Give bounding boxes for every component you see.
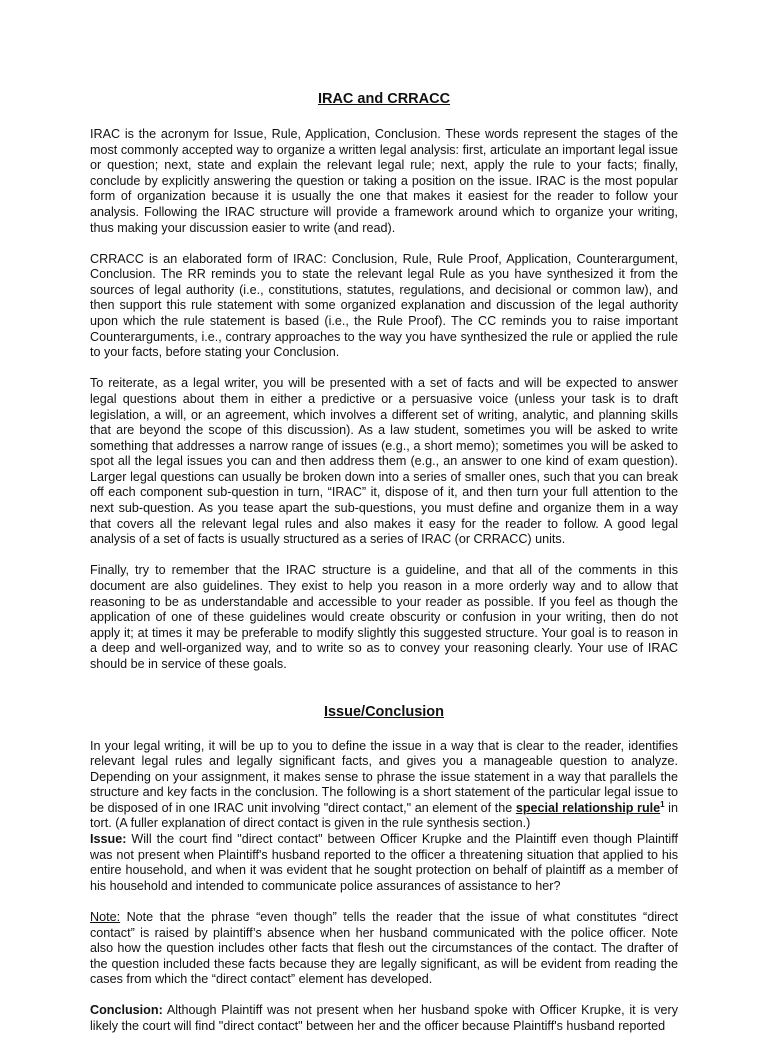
note-text: Note that the phrase “even though” tells the reader that the issue of what constitutes “direct contact” is raised by plaintiff’s absence when her husband communicated with the police officer. Note also how the question includes other facts that flesh out the circumstances of the contact. The drafter of the question included these facts because they are legally significant, as will be evident from reading the cases from which the “direct contact” element has developed.: [90, 909, 678, 987]
footnote-marker[interactable]: 1: [660, 799, 665, 809]
note-label: Note:: [90, 909, 121, 924]
section-heading-issue-conclusion: Issue/Conclusion: [323, 703, 445, 720]
paragraph-conclusion: [90, 1003, 678, 1034]
paragraph-irac-definition: IRAC is the acronym for Issue, Rule, Application, Conclusion. These words represent the stages of the most commonly accepted way to organize a written legal analysis: first, articulate an important legal issue or question; next, state and explain the relevant legal rule; next, apply the rule to your facts; finally, conclude by explicitly answering the question or taking a position on the issue. IRAC is the most popular form of organization because it is usually the one that makes it easiest for the reader to follow your analysis. Following the IRAC structure will provide a framework around which to organize your writing, thus making your discussion easier to write (and read).: [90, 127, 678, 235]
issue-label: Issue:: [90, 832, 127, 847]
paragraph-guideline: Finally, try to remember that the IRAC structure is a guideline, and that all of the comments in this document are also guidelines. They exist to help you reason in a more orderly way and to allow that reasoning to be as understandable and accessible to your reader as possible. If you feel as though the application of one of these guidelines would create obscurity or confusion in your writing, then do not apply it; at times it may be preferable to modify slightly this suggested structure. Your goal is to reason in a deep and well-organized way, and to write so as to convey your reasoning clearly. Your use of IRAC should be in service of these goals.: [90, 563, 678, 671]
issue-text: Will the court find "direct contact" between Officer Krupke and the Plaintiff even though Plaintiff was not present when Plaintiff's husband reported to the officer a threatening situation that applied to his entire household, and when it was evident that he sought protection on behalf of plaintiff as a member of his household and intended to communicate police assurances of assistance to her?: [90, 832, 678, 893]
document-title: IRAC and CRRACC: [317, 91, 451, 107]
paragraph-reiterate: To reiterate, as a legal writer, you will be presented with a set of facts and will be expected to answer legal questions about them in either a predictive or a persuasive voice (unless your task is to draft legislation, a will, or an agreement, which involves a different set of writing, analytic, and planning skills that are beyond the scope of this discussion). As a law student, sometimes you will be asked to write something that addresses a narrow range of issues (e.g., a short memo); sometimes you will be asked to spot all the legal issues you can and then address them (e.g., an answer to one kind of exam question). Larger legal questions can usually be broken down into a series of smaller ones, such that you can break off each component sub-question in turn, “IRAC” it, dispose of it, and then turn your full attention to the next sub-question. As you tease apart the sub-questions, you must define and organize them in a way that covers all the relevant legal rules and also makes it easy for the reader to follow. A good legal analysis of a set of facts is usually structured as a series of IRAC (or CRRACC) units.: [90, 376, 678, 547]
special-relationship-rule-link[interactable]: special relationship rule: [515, 800, 661, 815]
issue-intro-tail: in tort. (A fuller explanation of direct contact is given in the rule synthesis section.): [90, 800, 678, 831]
conclusion-label: Conclusion:: [90, 1003, 163, 1018]
issue-intro-text: In your legal writing, it will be up to you to define the issue in a way that is clear to the reader, identifies relevant legal rules and legally significant facts, and gives you a manageable question to analyze. Depending on your assignment, it makes sense to phrase the issue statement in a way that parallels the structure and key facts in the conclusion. The following is a short statement of the particular legal issue to be disposed of in one IRAC unit involving "direct contact," an element of the: [90, 738, 678, 815]
paragraph-issue: [90, 832, 678, 894]
conclusion-text: Although Plaintiff was not present when her husband spoke with Officer Krupke, it is very likely the court will find "direct contact" between her and the officer because Plaintiff's husband reported: [90, 1003, 678, 1033]
paragraph-crracc-definition: CRRACC is an elaborated form of IRAC: Conclusion, Rule, Rule Proof, Application, Counterargument, Conclusion. The RR reminds you to state the relevant legal Rule as you have synthesized it from the sources of legal authority (i.e., constitutions, statutes, regulations, and decisional or common law), and then support this rule statement with some organized explanation and discussion of the legal authority upon which the rule statement is based (i.e., the Rule Proof). The CC reminds you to raise important Counterarguments, i.e., contrary approaches to the way you have synthesized the rule or applied the rule to your facts, before stating your Conclusion.: [90, 251, 678, 360]
paragraph-issue-intro: [90, 739, 678, 833]
paragraph-note: [90, 910, 678, 988]
document-page: [90, 86, 678, 1050]
